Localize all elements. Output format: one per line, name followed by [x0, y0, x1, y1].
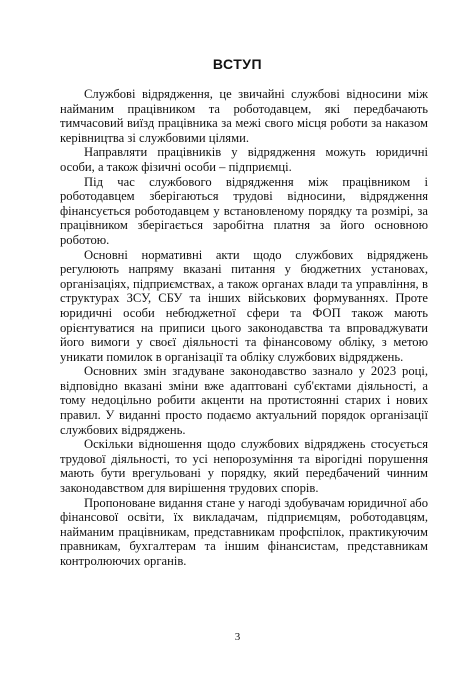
- paragraph-1: Службові відрядження, це звичайні службові відносини між найманим працівником та роботодавцем, які передбачають тимчасовий виїзд працівника за межі свого місця роботи за наказом керівництва зі службовими цілями.: [60, 87, 428, 145]
- paragraph-3: Під час службового відрядження між працівником і роботодавцем зберігаються трудові відносини, відрядження фінансується роботодавцем у встановленому порядку та розмірі, за працівником зберігається заробітна платня за його основною роботою.: [60, 174, 428, 247]
- paragraph-5: Основних змін згадуване законодавство зазнало у 2023 році, відповідно вказані зміни вже адаптовані суб'єктами діяльності, а тому недоцільно робити акценти на протистоянні старих і нових правил. У виданні просто подаємо актуальний порядок організації службових відряджень.: [60, 364, 428, 437]
- page-number: 3: [234, 631, 241, 643]
- page-title: ВСТУП: [212, 56, 263, 72]
- paragraph-7: Пропоноване видання стане у нагоді здобувачам юридичної або фінансової освіти, їх викладачам, підприємцям, роботодавцям, найманим працівникам, представникам профспілок, практикуючим правникам, бухгалтерам та іншим фінансистам, представникам контролюючих органів.: [60, 495, 428, 568]
- paragraph-6: Оскільки відношення щодо службових відряджень стосується трудової діяльності, то усі непорозуміння та вірогідні порушення мають бути врегульовані у порядку, який передбачений чинним законодавством для вирішення трудових спорів.: [60, 437, 428, 496]
- paragraph-4: Основні нормативні акти щодо службових відряджень регулюють напряму вказані питання у бюджетних установах, організаціях, підприємствах, а також органах влади та управління, в структурах ЗСУ, СБУ та інших військових формуваннях. Проте юридичні особи небюджетної сфери та ФОП також мають орієнтуватися на приписи цього законодавства та впроваджувати його вимоги у своєї діяльності та фінансовому обліку, з метою уникати помилок в організації та обліку службових відряджень.: [60, 247, 428, 364]
- document-body: [60, 87, 428, 569]
- paragraph-2: Направляти працівників у відрядження можуть юридичні особи, а також фізичні особи – підприємці.: [60, 145, 428, 174]
